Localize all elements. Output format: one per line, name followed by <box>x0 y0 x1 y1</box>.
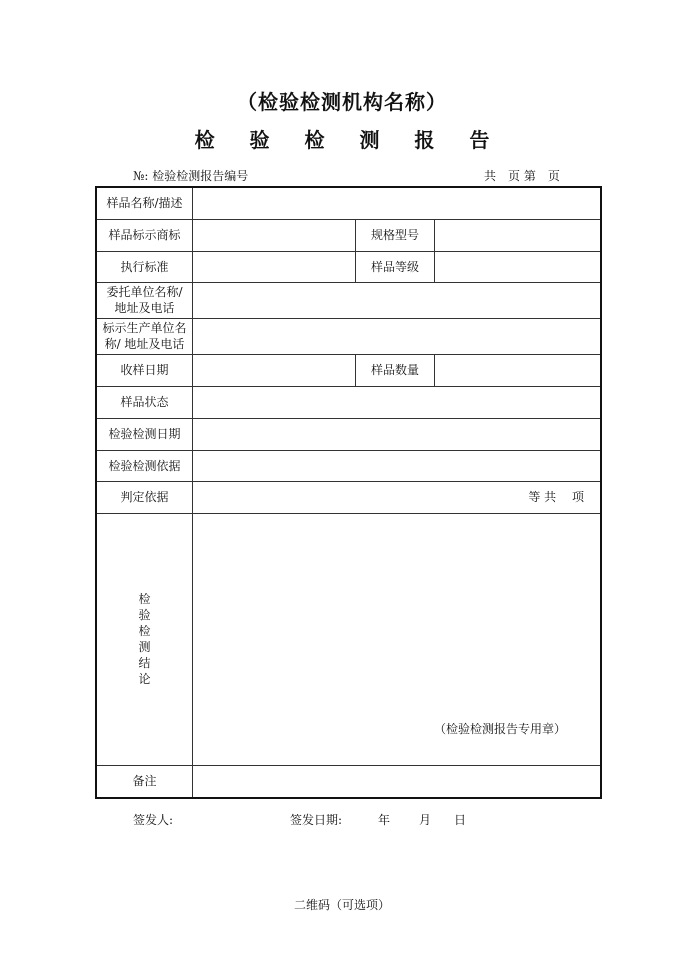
row-maker <box>96 318 601 354</box>
row-test-basis <box>96 450 601 481</box>
conclusion-value <box>193 513 602 765</box>
row-sample-state <box>96 386 601 418</box>
test-date-value <box>193 418 602 450</box>
exec-standard-label: 执行标准 <box>96 251 193 282</box>
row-receive-date <box>96 354 601 386</box>
row-judge-basis <box>96 481 601 513</box>
sample-mark-value <box>193 219 356 251</box>
test-date-label: 检验检测日期 <box>96 418 193 450</box>
issue-day: 日 <box>454 813 467 827</box>
exec-standard-value <box>193 251 356 282</box>
sample-name-label: 样品名称/描述 <box>96 187 193 219</box>
sample-qty-value <box>435 354 602 386</box>
sample-grade-value <box>435 251 602 282</box>
sample-state-label: 样品状态 <box>96 386 193 418</box>
sample-name-value <box>193 187 602 219</box>
conclusion-char: 结 <box>138 656 151 670</box>
sample-mark-label: 样品标示商标 <box>96 219 193 251</box>
judge-basis-label: 判定依据 <box>96 481 193 513</box>
row-sample-mark <box>96 219 601 251</box>
conclusion-char: 测 <box>138 640 151 654</box>
remarks-label: 备注 <box>96 765 193 798</box>
receive-date-value <box>193 354 356 386</box>
report-title: 检 验 检 测 报 告 <box>194 128 504 152</box>
judge-count: 等 共 项 <box>193 481 602 513</box>
issue-month: 月 <box>419 813 432 827</box>
org-name-title: （检验检测机构名称） <box>237 90 447 114</box>
issue-date-label: 签发日期: <box>290 813 343 827</box>
conclusion-char: 检 <box>138 592 151 606</box>
report-form-table <box>95 186 602 799</box>
row-test-date <box>96 418 601 450</box>
issue-year: 年 <box>378 813 391 827</box>
remarks-value <box>193 765 602 798</box>
spec-model-label: 规格型号 <box>356 219 435 251</box>
spec-model-value <box>435 219 602 251</box>
signer-label: 签发人: <box>133 813 174 827</box>
client-value <box>193 282 602 318</box>
sample-state-value <box>193 386 602 418</box>
report-number: №: 检验检测报告编号 <box>133 169 249 183</box>
receive-date-label: 收样日期 <box>96 354 193 386</box>
report-seal-text: （检验检测报告专用章） <box>433 721 566 736</box>
maker-label-line2: 称/ 地址及电话 <box>104 337 185 351</box>
conclusion-char: 论 <box>138 672 151 686</box>
row-sample-name <box>96 187 601 219</box>
maker-label-line1: 标示生产单位名 <box>102 321 187 335</box>
conclusion-label <box>96 513 193 765</box>
test-basis-value <box>193 450 602 481</box>
row-exec-standard <box>96 251 601 282</box>
maker-label <box>96 318 193 354</box>
client-label-line1: 委托单位名称/ <box>106 285 183 299</box>
qr-code-note: 二维码（可选项） <box>293 898 390 912</box>
sample-grade-label: 样品等级 <box>356 251 435 282</box>
maker-value <box>193 318 602 354</box>
client-label <box>96 282 193 318</box>
test-basis-label: 检验检测依据 <box>96 450 193 481</box>
row-remarks <box>96 765 601 798</box>
conclusion-char: 检 <box>138 624 151 638</box>
row-conclusion <box>96 513 601 765</box>
row-client <box>96 282 601 318</box>
conclusion-char: 验 <box>138 608 151 622</box>
client-label-line2: 地址及电话 <box>114 301 175 315</box>
sample-qty-label: 样品数量 <box>356 354 435 386</box>
page-count: 共 页 第 页 <box>484 169 560 183</box>
